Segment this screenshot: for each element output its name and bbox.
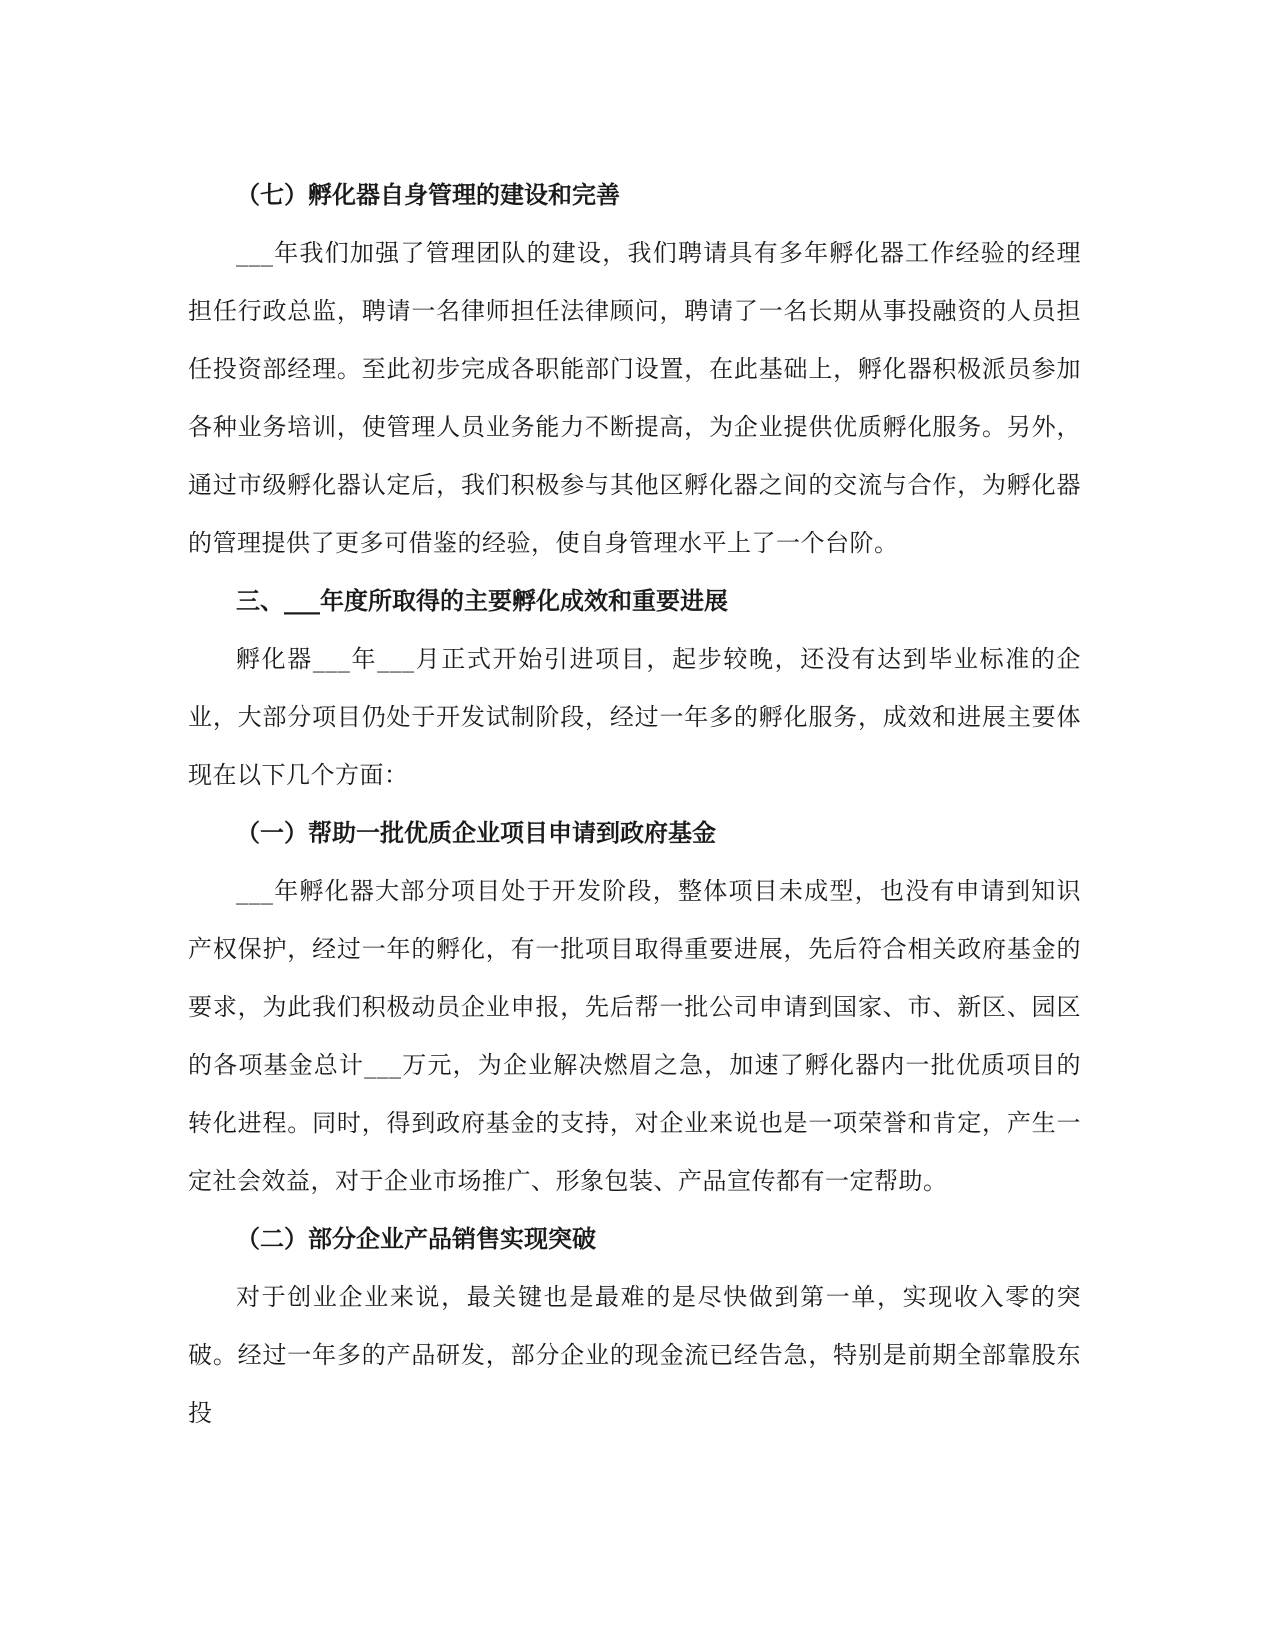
paragraph-sales: 对于创业企业来说，最关键也是最难的是尽快做到第一单，实现收入零的突破。经过一年多的产品研发，部分企业的现金流已经告急，特别是前期全部靠股东投 — [188, 1283, 1081, 1427]
section-heading-2: （二）部分企业产品销售实现突破 — [236, 1225, 596, 1253]
paragraph-results: 孵化器___年___月正式开始引进项目，起步较晚，还没有达到毕业标准的企业，大部分项目仍处于开发试制阶段，经过一年多的孵化服务，成效和进展主要体现在以下几个方面： — [188, 645, 1081, 789]
section-heading-1: （一）帮助一批优质企业项目申请到政府基金 — [236, 819, 716, 847]
paragraph-management: ___年我们加强了管理团队的建设，我们聘请具有多年孵化器工作经验的经理担任行政总监，聘请一名律师担任法律顾问，聘请了一名长期从事投融资的人员担任投资部经理。至此初步完成各职能部门设置，在此基础上，孵化器积极派员参加各种业务培训，使管理人员业务能力不断提高，为企业提供优质孵化服务。另外，通过市级孵化器认定后，我们积极参与其他区孵化器之间的交流与合作，为孵化器的管理提供了更多可借鉴的经验，使自身管理水平上了一个台阶。 — [188, 239, 1081, 557]
paragraph-government-funds: ___年孵化器大部分项目处于开发阶段，整体项目未成型，也没有申请到知识产权保护，经过一年的孵化，有一批项目取得重要进展，先后符合相关政府基金的要求，为此我们积极动员企业申报，先后帮一批公司申请到国家、市、新区、园区的各项基金总计___万元，为企业解决燃眉之急，加速了孵化器内一批优质项目的转化进程。同时，得到政府基金的支持，对企业来说也是一项荣誉和肯定，产生一定社会效益，对于企业市场推广、形象包装、产品宣传都有一定帮助。 — [188, 877, 1081, 1195]
section-heading-3: 三、___年度所取得的主要孵化成效和重要进展 — [236, 587, 728, 615]
document-body — [188, 166, 1081, 1442]
section-heading-7: （七）孵化器自身管理的建设和完善 — [236, 181, 620, 209]
